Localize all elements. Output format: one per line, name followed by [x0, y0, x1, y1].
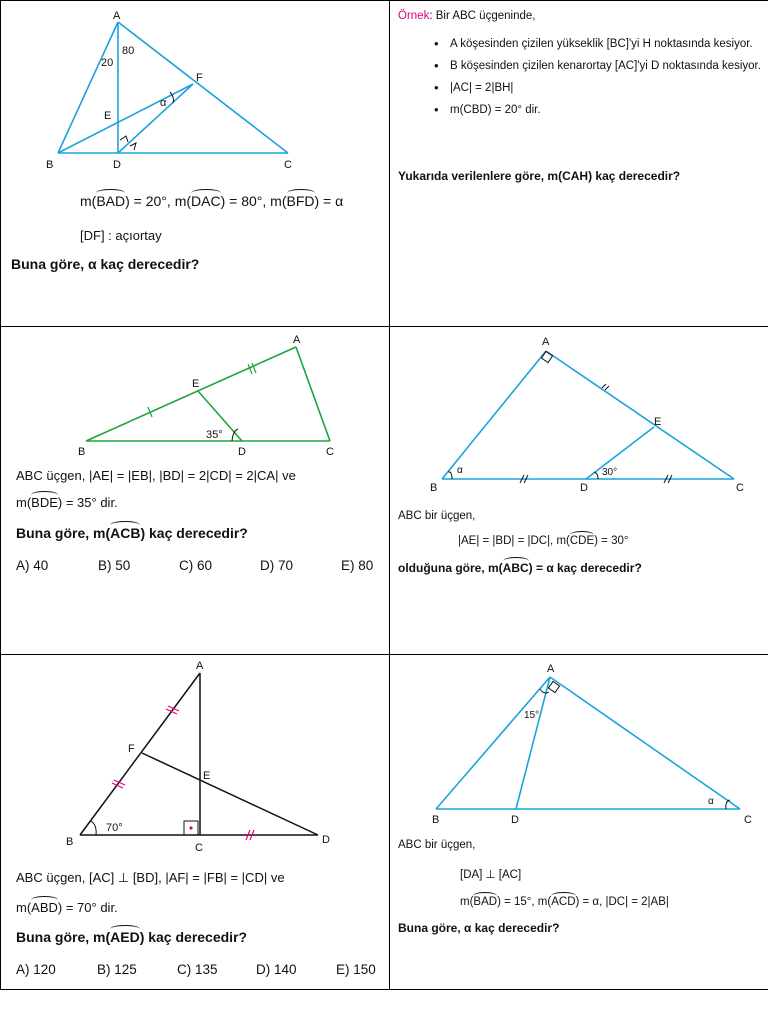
p1-bisector-note: [DF] : açıortay: [80, 228, 162, 243]
p3-label-d: D: [238, 446, 246, 458]
p2-intro-text: : Bir ABC üçgeninde,: [429, 10, 536, 22]
p3-label-e: E: [192, 378, 200, 390]
p2-bullet-2: • B köşesinden çizilen kenarortay [AC]'yi D noktasında kesiyor.: [428, 59, 763, 73]
p6-given-2: [DA] ⊥ [AC]: [460, 869, 522, 881]
p5-side-ba: [80, 673, 200, 835]
p1-side-ac: [118, 22, 288, 153]
p1-label-e: E: [104, 110, 112, 122]
p2-bullets: [428, 37, 763, 125]
p3-answer-e[interactable]: E) 80: [341, 558, 374, 573]
p5-segment-fd: [142, 753, 318, 835]
p4-question: olduğuna göre, m(ABC) = α kaç derecedir?: [398, 561, 642, 575]
p3-label-a: A: [293, 334, 301, 346]
p4-alpha: α: [457, 465, 463, 476]
problem-1: [0, 0, 389, 326]
p6-given-1: ABC bir üçgen,: [398, 839, 476, 851]
p1-given-bfd: BFD: [286, 193, 315, 209]
p5-answer-b[interactable]: B) 125: [97, 962, 137, 977]
p2-bullet-3: • |AC| = 2|BH|: [428, 81, 763, 95]
p2-bullet-4: • m(CBD) = 20° dir.: [428, 103, 763, 117]
p5-question: Buna göre, m(AED) kaç derecedir?: [16, 929, 248, 945]
p3-label-c: C: [326, 446, 334, 458]
p4-side-ba: [442, 351, 546, 479]
p4-side-ac: [546, 351, 734, 479]
p1-label-d: D: [113, 159, 121, 171]
p3-given-2: m(BDE) = 35° dir.: [16, 495, 118, 510]
p5-answer-d[interactable]: D) 140: [256, 962, 297, 977]
p1-label-a: A: [113, 10, 121, 22]
p2-bullet-1: • A köşesinden çizilen yükseklik [BC]'yi H noktasında kesiyor.: [428, 37, 763, 51]
p1-alpha: α: [160, 97, 167, 109]
p5-label-c: C: [195, 842, 203, 854]
p1-segment-df: [118, 84, 193, 153]
p4-segment-de: [586, 427, 654, 479]
p6-label-c: C: [744, 814, 752, 826]
p6-angle-15: 15°: [524, 710, 540, 721]
p6-alpha: α: [708, 796, 714, 807]
p3-answer-b[interactable]: B) 50: [98, 558, 131, 573]
p1-segment-bf: [58, 84, 193, 153]
p5-label-b: B: [66, 836, 74, 848]
p1-angle-80: 80: [122, 45, 135, 57]
p4-angle-30: 30°: [602, 467, 618, 478]
grid-border-bottom: [0, 989, 768, 990]
p3-answer-c[interactable]: C) 60: [179, 558, 213, 573]
p3-question: Buna göre, m(ACB) kaç derecedir?: [16, 525, 248, 541]
p5-label-e: E: [203, 770, 211, 782]
p1-bisector-tick-2: [130, 143, 136, 150]
problem-6-figure: [390, 655, 768, 989]
p3-answer-a[interactable]: A) 40: [16, 558, 49, 573]
problem-4: [390, 327, 768, 654]
p1-label-b: B: [46, 159, 54, 171]
p5-answer-e[interactable]: E) 150: [336, 962, 376, 977]
p6-label-b: B: [432, 814, 440, 826]
p4-alpha-arc: [448, 472, 452, 479]
p5-answer-c[interactable]: C) 135: [177, 962, 218, 977]
p1-side-ab: [58, 22, 118, 153]
p1-given-angles: m(BAD) = 20°, m(DAC) = 80°, m(BFD) = α: [80, 193, 344, 209]
p5-answer-a[interactable]: A) 120: [16, 962, 56, 977]
problem-2: [390, 0, 768, 326]
p5-given-1: ABC üçgen, [AC] ⊥ [BD], |AF| = |FB| = |CD| ve: [16, 870, 285, 885]
p3-label-b: B: [78, 446, 86, 458]
p5-label-a: A: [196, 660, 204, 672]
p6-side-ac: [550, 677, 740, 809]
p5-given-2: m(ABD) = 70° dir.: [16, 900, 118, 915]
p1-question: Buna göre, α kaç derecedir?: [11, 256, 200, 272]
p5-label-d: D: [322, 834, 330, 846]
p1-given-bad: BAD: [96, 193, 126, 209]
p4-label-a: A: [542, 336, 550, 348]
problem-3: [0, 327, 389, 654]
p4-label-e: E: [654, 416, 662, 428]
problem-1-figure: [0, 0, 389, 326]
p4-label-b: B: [430, 482, 438, 494]
p5-right-angle-dot: [189, 826, 192, 829]
problem-3-figure: [0, 327, 389, 654]
p4-given-2: |AE| = |BD| = |DC|, m(CDE) = 30°: [458, 535, 629, 547]
p3-side-ac: [296, 347, 330, 441]
p3-angle-35: 35°: [206, 429, 223, 441]
p1-angle-20: 20: [101, 57, 114, 69]
p6-label-a: A: [547, 663, 555, 675]
p2-question: Yukarıda verilenlere göre, m(CAH) kaç derecedir?: [398, 169, 681, 183]
problem-5: [0, 655, 389, 989]
problem-4-figure: [390, 327, 768, 654]
p4-right-angle-a: [541, 351, 552, 362]
p2-intro: [398, 10, 535, 22]
p1-label-c: C: [284, 159, 292, 171]
problem-6: [390, 655, 768, 989]
p5-angle-70: 70°: [106, 822, 123, 834]
p1-bisector-tick-1: [120, 136, 128, 142]
p2-ornek: Örnek: [398, 10, 430, 22]
p6-given-3: m(BAD) = 15°, m(ACD) = α, |DC| = 2|AB|: [460, 896, 669, 908]
p6-question: Buna göre, α kaç derecedir?: [398, 921, 560, 935]
p5-angle-arc: [91, 821, 96, 835]
p1-given-dac: DAC: [191, 193, 221, 209]
p5-label-f: F: [128, 743, 135, 755]
p6-15-arc: [540, 689, 549, 693]
p1-label-f: F: [196, 72, 203, 84]
p3-side-ba: [86, 347, 296, 441]
p3-answer-d[interactable]: D) 70: [260, 558, 294, 573]
p4-label-d: D: [580, 482, 588, 494]
p4-label-c: C: [736, 482, 744, 494]
p6-label-d: D: [511, 814, 519, 826]
p3-given-1: ABC üçgen, |AE| = |EB|, |BD| = 2|CD| = 2|CA| ve: [16, 468, 296, 483]
p4-given-1: ABC bir üçgen,: [398, 510, 476, 522]
